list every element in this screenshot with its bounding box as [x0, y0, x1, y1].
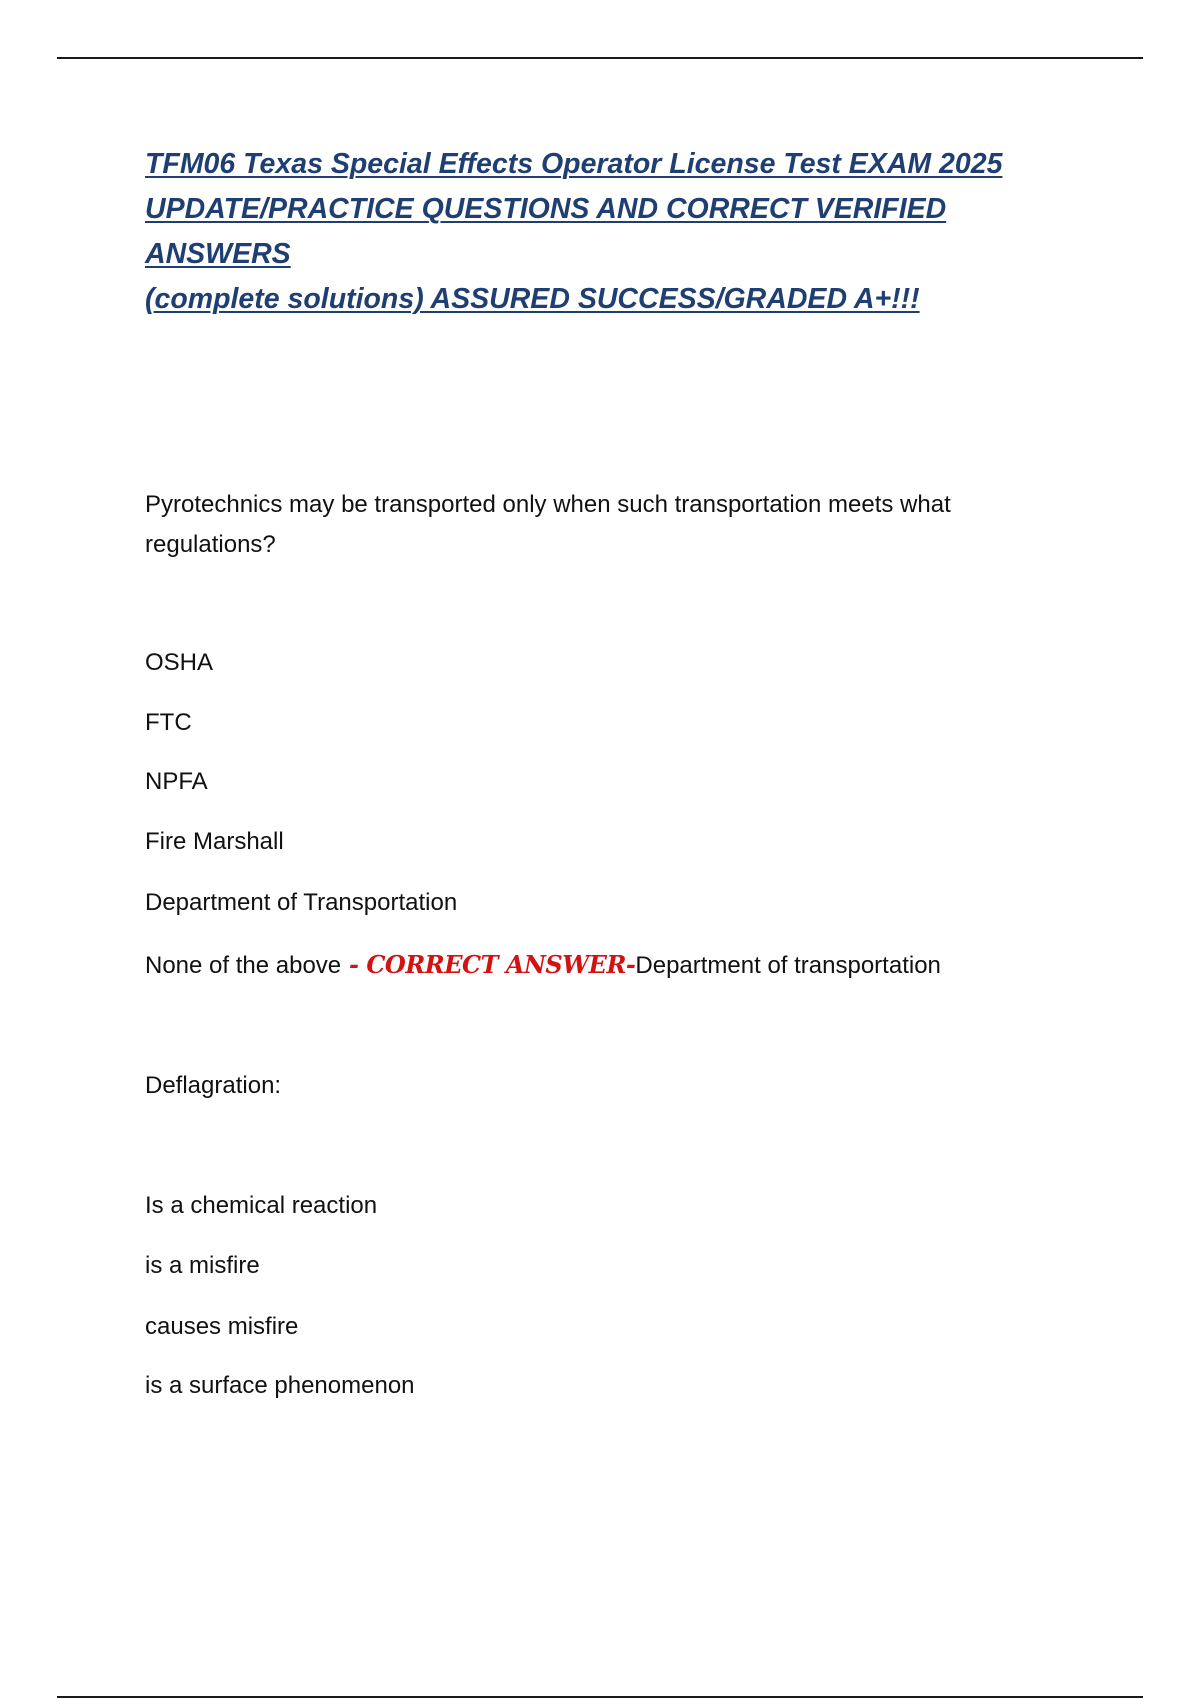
- question-1-option-6: None of the above: [145, 952, 342, 979]
- title-line-1: TFM06 Texas Special Effects Operator License Test EXAM 2025: [145, 148, 1003, 180]
- question-2-option-1: Is a chemical reaction: [145, 1192, 378, 1219]
- question-1-option-2: FTC: [145, 709, 192, 736]
- question-2-option-3: causes misfire: [145, 1313, 299, 1340]
- question-2-option-4: is a surface phenomenon: [145, 1372, 415, 1399]
- question-1-prompt: Pyrotechnics may be transported only when such transportation meets what regulations?: [145, 491, 951, 558]
- question-2-prompt: Deflagration:: [145, 1072, 282, 1099]
- question-1-option-3: NPFA: [145, 768, 208, 795]
- document-title: [145, 142, 1065, 322]
- question-1-option-5: Department of Transportation: [145, 889, 458, 916]
- title-line-3: (complete solutions) ASSURED SUCCESS/GRADED A+!!!: [145, 283, 920, 315]
- question-1-option-1: OSHA: [145, 649, 214, 676]
- correct-answer-marker: - CORRECT ANSWER-: [341, 950, 636, 979]
- title-line-2: UPDATE/PRACTICE QUESTIONS AND CORRECT VERIFIED ANSWERS: [145, 193, 947, 270]
- bottom-rule: [57, 1696, 1143, 1698]
- question-1-answer: Department of transportation: [635, 952, 941, 979]
- top-rule: [57, 57, 1143, 59]
- question-1-option-4: Fire Marshall: [145, 828, 284, 855]
- question-1-option-6-with-answer: [145, 950, 941, 981]
- question-2-option-2: is a misfire: [145, 1252, 260, 1279]
